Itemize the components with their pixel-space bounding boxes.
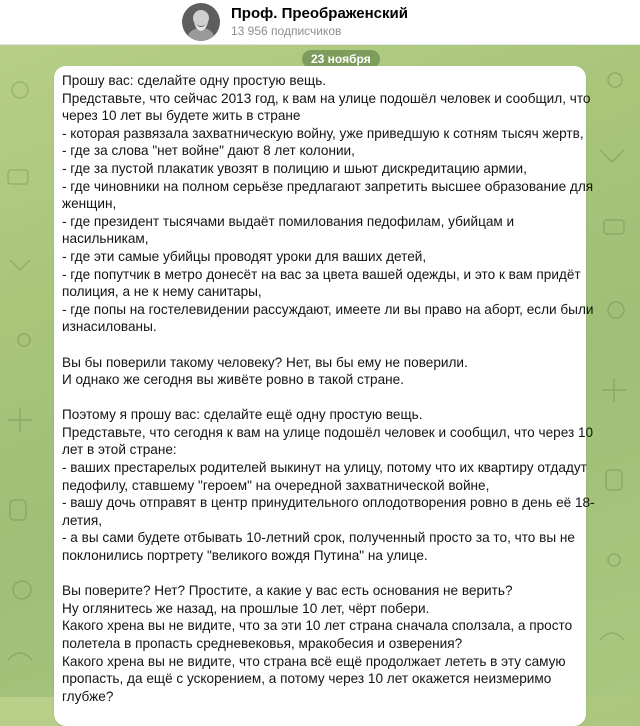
channel-header	[0, 0, 640, 45]
message-line: - где за слова "нет войне" дают 8 лет колонии,	[62, 143, 355, 159]
message-line: - где эти самые убийцы проводят уроки для ваших детей,	[62, 248, 427, 264]
message-line: Представьте, что сегодня к вам на улице подошёл человек и сообщил, что через 10	[62, 424, 594, 440]
message-line: - где за пустой плакатик увозят в полицию и шьют дискредитацию армии,	[62, 160, 527, 176]
message-line: Какого хрена вы не видите, что за эти 10 лет страна сначала сползала, а просто	[62, 618, 573, 634]
message-blank-line	[62, 565, 582, 583]
message-line: поклонились портрету "великого вождя Путина" на улице.	[62, 548, 428, 564]
message-line: - вашу дочь отправят в центр принудительного оплодотворения ровно в день её 18-	[62, 495, 595, 511]
subscriber-count: 13 956 подписчиков	[231, 24, 342, 38]
message-line: - которая развязала захватническую войну, уже приведшую к сотням тысяч жертв,	[62, 125, 584, 141]
message-line: педофилу, ставшему "героем" на очередной захватнической войне,	[62, 477, 490, 493]
message-line: - а вы сами будете отбывать 10-летний срок, полученный просто за то, что вы не	[62, 530, 575, 546]
message-line: - где президент тысячами выдаёт помилования педофилам, убийцам и	[62, 213, 515, 229]
message-line: - где попы на гостелевидении рассуждают, имеете ли вы право на аборт, если были	[62, 301, 594, 317]
message-line: Вы поверите? Нет? Простите, а какие у вас есть основания не верить?	[62, 583, 513, 599]
message-line: Поэтому я прошу вас: сделайте ещё одну простую вещь.	[62, 407, 423, 423]
message-line: - где попутчик в метро донесёт на вас за цвета вашей одежды, и это к вам придёт	[62, 266, 581, 282]
message-text	[62, 72, 595, 705]
message-line: изнасилованы.	[62, 319, 157, 335]
message-blank-line	[62, 389, 582, 407]
message-line: женщин,	[62, 196, 117, 212]
message-line: лет в этой стране:	[62, 442, 177, 458]
message-line: через 10 лет вы будете жить в стране	[62, 108, 301, 124]
message-line: летия,	[62, 512, 102, 528]
message-line: Вы бы поверили такому человеку? Нет, вы бы ему не поверили.	[62, 354, 468, 370]
message-line: Какого хрена вы не видите, что страна всё ещё продолжает лететь в эту самую	[62, 653, 566, 669]
message-line: - где чиновники на полном серьёзе предлагают запретить высшее образование для	[62, 178, 594, 194]
message-line: пропасть, да ещё с ускорением, а потому через 10 лет окажется неизмеримо	[62, 671, 552, 687]
message-line: полиция, а не к нему санитары,	[62, 284, 262, 300]
message-line: Ну оглянитесь же назад, на прошлые 10 лет, чёрт побери.	[62, 600, 430, 616]
message-line: насильникам,	[62, 231, 149, 247]
message-blank-line	[62, 336, 582, 354]
message-line: Прошу вас: сделайте одну простую вещь.	[62, 73, 327, 88]
message-line: - ваших престарелых родителей выкинут на улицу, потому что их квартиру отдадут	[62, 460, 587, 476]
channel-avatar[interactable]	[182, 3, 220, 41]
message-line: глубже?	[62, 688, 114, 704]
message-line: Представьте, что сейчас 2013 год, к вам на улице подошёл человек и сообщил, что	[62, 90, 591, 106]
channel-name[interactable]: Проф. Преображенский	[231, 5, 408, 22]
message-line: полетела в пропасть средневековья, мракобесия и озверения?	[62, 636, 463, 651]
message-line: И однако же сегодня вы живёте ровно в такой стране.	[62, 372, 405, 388]
date-separator: 23 ноября	[302, 50, 380, 68]
